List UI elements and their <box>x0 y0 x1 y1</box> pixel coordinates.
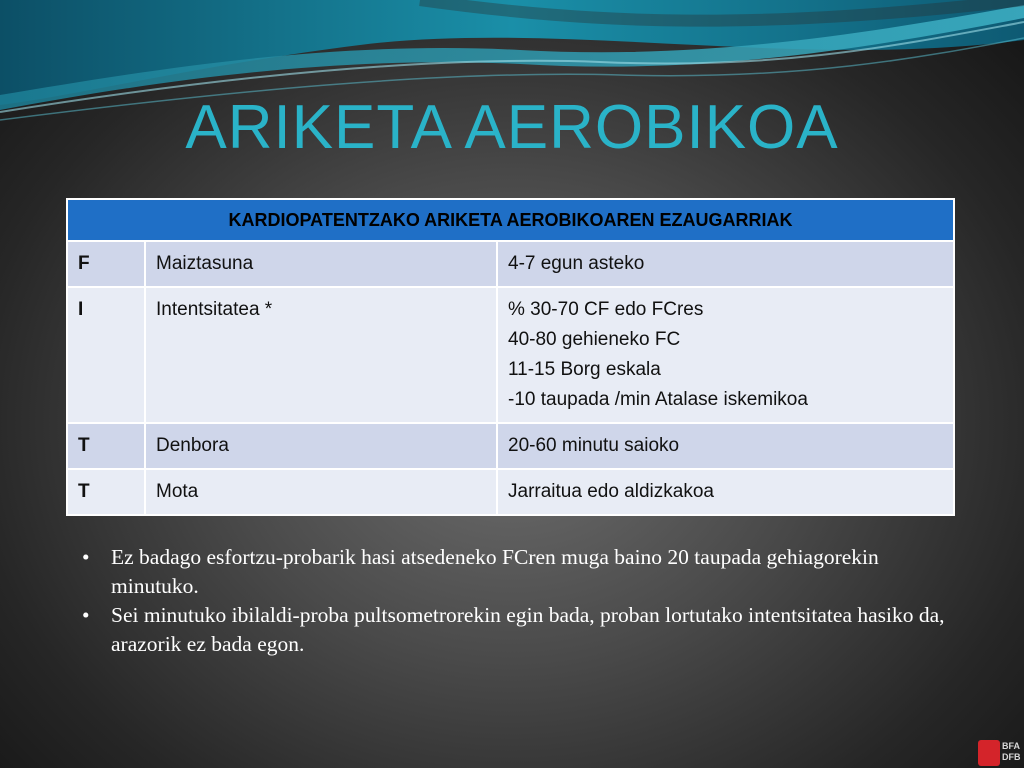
slide-title: ARIKETA AEROBIKOA <box>185 93 839 162</box>
logo-text-line: DFB <box>1002 752 1021 762</box>
row-name: Maiztasuna <box>145 241 497 287</box>
row-value <box>497 423 954 469</box>
logo-text <box>1002 741 1021 763</box>
aerobic-exercise-table <box>66 198 955 516</box>
row-letter: T <box>67 469 145 515</box>
row-value <box>497 469 954 515</box>
bullet-dot-icon: • <box>82 545 90 569</box>
row-value <box>497 287 954 423</box>
row-value-line: 20-60 minutu saioko <box>508 435 680 456</box>
table-row <box>67 423 954 469</box>
row-value-line: Jarraitua edo aldizkakoa <box>508 481 714 502</box>
bullet-text: Ez badago esfortzu-probarik hasi atsedeneko FCren muga baino 20 taupada gehiagorekin minutuko. <box>111 545 879 598</box>
row-letter: I <box>67 287 145 423</box>
row-value-line: % 30-70 CF edo FCres <box>508 299 704 320</box>
row-value <box>497 241 954 287</box>
bullet-item <box>80 543 960 601</box>
row-value-line: 11-15 Borg eskala <box>508 359 661 380</box>
row-name: Intentsitatea * <box>145 287 497 423</box>
logo-text-line: BFA <box>1002 741 1020 751</box>
row-value-line: 40-80 gehieneko FC <box>508 329 681 350</box>
row-value-line: -10 taupada /min Atalase iskemikoa <box>508 389 808 410</box>
table-header: KARDIOPATENTZAKO ARIKETA AEROBIKOAREN EZAUGARRIAK <box>67 199 954 241</box>
bfa-dfb-logo <box>978 738 1024 768</box>
table-row <box>67 287 954 423</box>
bullet-dot-icon: • <box>82 603 90 627</box>
table-row <box>67 241 954 287</box>
bullet-list <box>80 543 960 659</box>
bullet-text: Sei minutuko ibilaldi-proba pultsometrorekin egin bada, proban lortutako intentsitatea hasiko da, arazorik ez bada egon. <box>111 603 945 656</box>
logo-mark-icon <box>978 740 1000 766</box>
row-name: Denbora <box>145 423 497 469</box>
row-value-line: 4-7 egun asteko <box>508 253 645 274</box>
row-letter: T <box>67 423 145 469</box>
table-row <box>67 469 954 515</box>
bullet-item <box>80 601 960 659</box>
row-letter: F <box>67 241 145 287</box>
table-header-row <box>67 199 954 241</box>
row-name: Mota <box>145 469 497 515</box>
